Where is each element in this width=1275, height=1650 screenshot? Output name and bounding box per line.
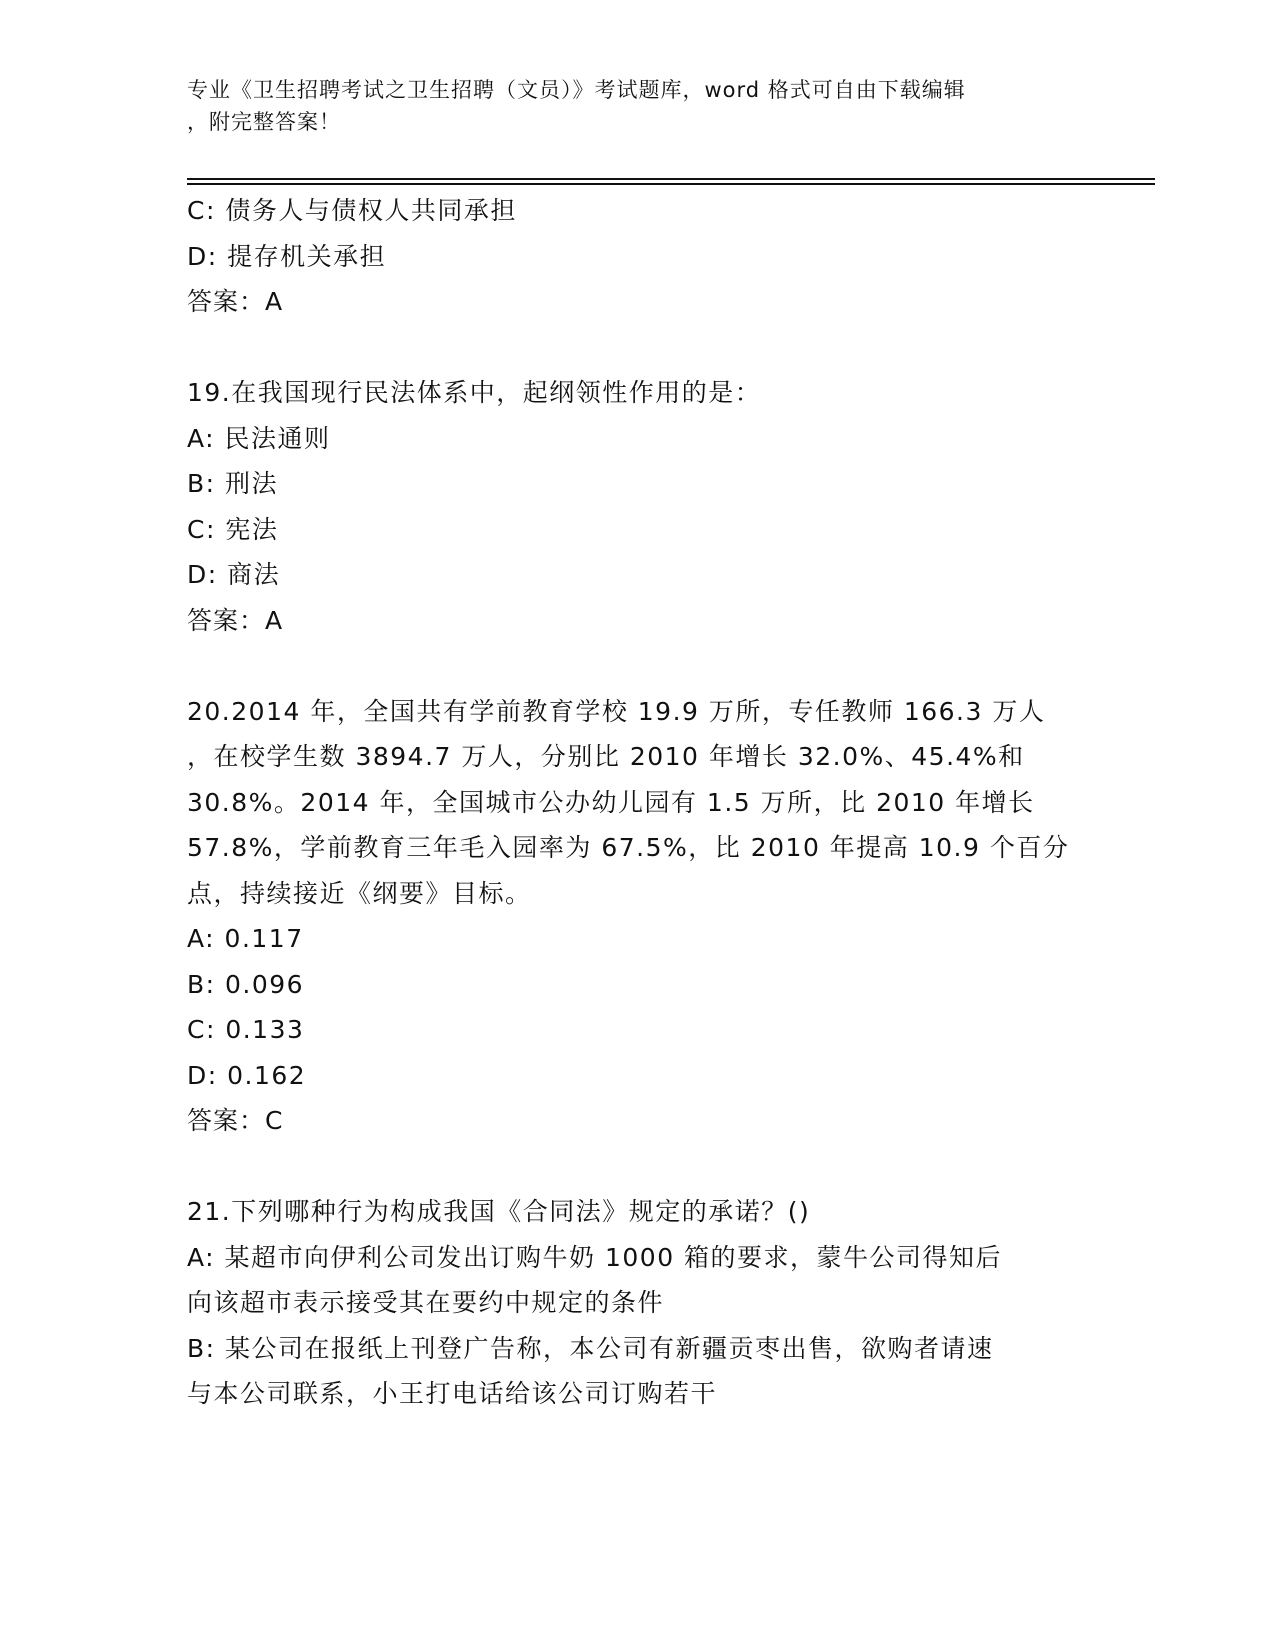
option-c: C: 0.133 [187, 1015, 305, 1044]
question-stem-line-1: 20.2014 年，全国共有学前教育学校 19.9 万所，专任教师 166.3 万人 [187, 696, 1046, 726]
header-line-2: ，附完整答案！ [187, 110, 341, 134]
question-stem-line-5: 点，持续接近《纲要》目标。 [187, 878, 532, 908]
option-a: A: 0.117 [187, 924, 304, 953]
question-stem-line-4: 57.8%，学前教育三年毛入园率为 67.5%，比 2010 年提高 10.9 个百分 [187, 833, 1070, 862]
question-20 [187, 689, 1087, 1144]
option-d: D: 0.162 [187, 1060, 307, 1090]
option-c: C: 宪法 [187, 514, 279, 544]
answer-line: 答案：A [187, 605, 284, 635]
previous-question-tail [187, 188, 1087, 325]
question-content [187, 188, 1087, 1417]
question-stem: 21.下列哪种行为构成我国《合同法》规定的承诺？() [187, 1197, 811, 1226]
header-divider-bottom [187, 183, 1155, 185]
document-header [187, 74, 1067, 138]
answer-line: 答案：C [187, 1106, 284, 1135]
option-d: D: 提存机关承担 [187, 241, 387, 271]
header-divider-top [187, 178, 1155, 180]
header-line-1: 专业《卫生招聘考试之卫生招聘（文员）》考试题库，word 格式可自由下载编辑 [187, 78, 966, 102]
answer-line: 答案：A [187, 287, 284, 316]
option-c: C: 债务人与债权人共同承担 [187, 196, 517, 225]
question-21 [187, 1189, 1087, 1417]
question-stem-line-2: ，在校学生数 3894.7 万人，分别比 2010 年增长 32.0%、45.4%和 [187, 742, 1025, 771]
question-stem: 19.在我国现行民法体系中，起纲领性作用的是： [187, 378, 762, 407]
option-b: B: 刑法 [187, 469, 279, 498]
spacer [187, 643, 1087, 689]
option-b: B: 0.096 [187, 969, 305, 999]
spacer [187, 1144, 1087, 1190]
question-stem-line-3: 30.8%。2014 年，全国城市公办幼儿园有 1.5 万所，比 2010 年增长 [187, 787, 1035, 817]
option-a: A: 民法通则 [187, 423, 331, 453]
option-a-line-2: 向该超市表示接受其在要约中规定的条件 [187, 1288, 665, 1317]
question-19 [187, 370, 1087, 643]
option-b-line-1: B: 某公司在报纸上刊登广告称，本公司有新疆贡枣出售，欲购者请速 [187, 1333, 994, 1363]
option-a-line-1: A: 某超市向伊利公司发出订购牛奶 1000 箱的要求，蒙牛公司得知后 [187, 1242, 1003, 1272]
option-b-line-2: 与本公司联系，小王打电话给该公司订购若干 [187, 1379, 718, 1408]
option-d: D: 商法 [187, 560, 281, 589]
spacer [187, 325, 1087, 371]
